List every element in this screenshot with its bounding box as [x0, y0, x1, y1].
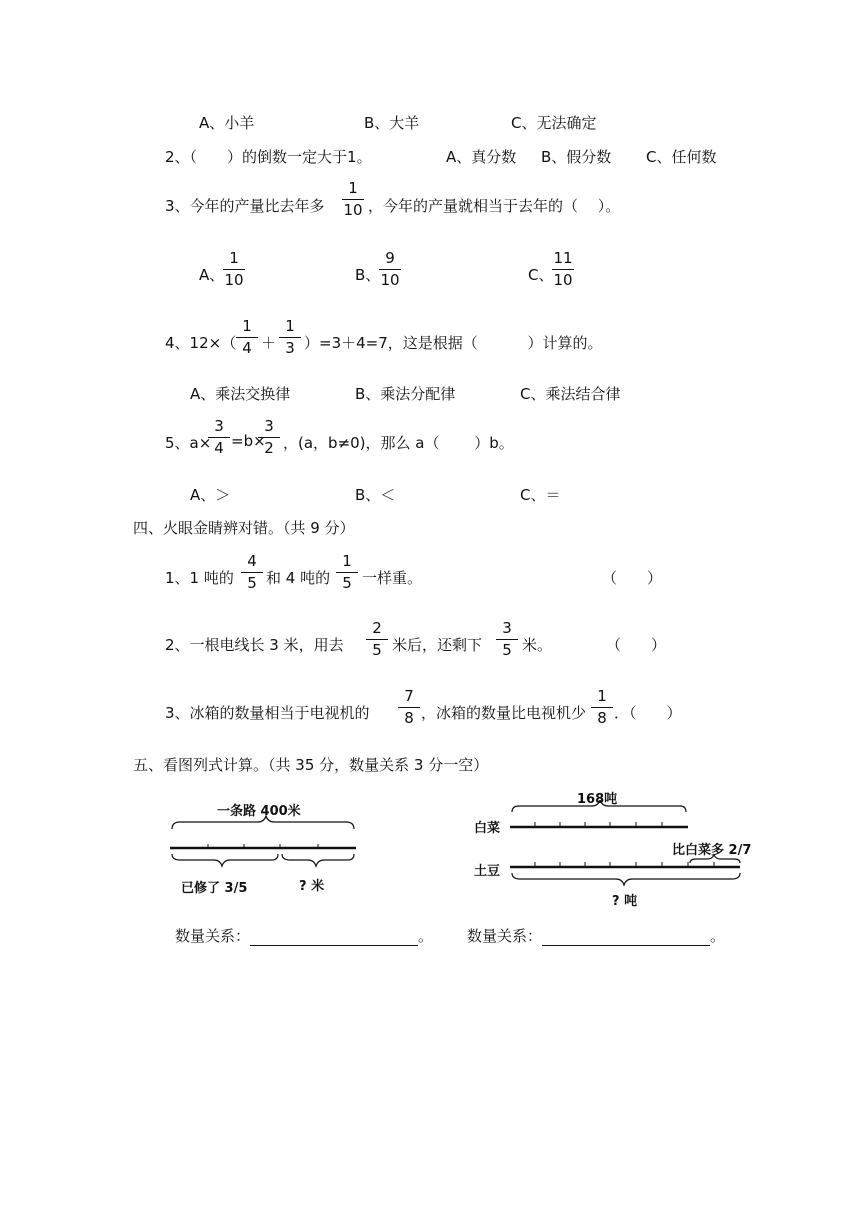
diagram2-bottom-label: ? 吨 [612, 894, 638, 909]
relation-1-end: 。 [418, 927, 434, 945]
s4-item3-pre: 3、冰箱的数量相当于电视机的 [165, 704, 370, 722]
q1-option-a: A、小羊 [199, 114, 255, 132]
relation-2-end: 。 [710, 927, 726, 945]
s4-item2-mid: 米后，还剩下 [392, 636, 483, 654]
s4-item2-post: 米。 [522, 636, 553, 654]
diagram1-figure [160, 815, 370, 870]
q5-pre: 5、a× [165, 434, 212, 452]
diagram1-bottom-right-label: ? 米 [299, 879, 325, 894]
s4-item3-fraction-1: 7 8 [397, 688, 421, 727]
q5-mid: =b× [231, 432, 266, 450]
s4-item3-post: ．（ ） [614, 704, 682, 722]
q3-pre: 3、今年的产量比去年多 [165, 197, 325, 215]
s4-item2-pre: 2、一根电线长 3 米，用去 [165, 636, 344, 654]
diagram2-row2-label: 土豆 [474, 864, 501, 879]
relation-1 [175, 925, 433, 946]
q4-option-b: B、乘法分配律 [355, 385, 456, 403]
q5-post: ，(a，b≠0)，那么 a（ ）b。 [283, 434, 514, 452]
s4-item1-mid: 和 4 吨的 [266, 569, 331, 587]
q4-option-a: A、乘法交换律 [190, 385, 291, 403]
diagram1-top-label: 一条路 400米 [217, 804, 301, 819]
q3-option-a-label: A、 [199, 266, 225, 284]
q3-option-b-label: B、 [355, 266, 381, 284]
q5-fraction-1: 3 4 [207, 418, 231, 457]
q4-fraction-1: 1 4 [235, 318, 259, 357]
s4-item1-fraction-2: 1 5 [335, 553, 359, 592]
q3-option-c-fraction: 11 10 [553, 249, 573, 289]
section4-title: 四、火眼金睛辨对错。（共 9 分） [133, 519, 355, 537]
q2-option-c: C、任何数 [646, 148, 717, 166]
s4-item3-fraction-2: 1 8 [590, 688, 614, 727]
q1-option-c: C、无法确定 [511, 114, 597, 132]
q4-fraction-2: 1 3 [278, 318, 302, 357]
diagram1-bottom-left-label: 已修了 3/5 [181, 881, 248, 896]
relation-2-label: 数量关系： [467, 927, 543, 945]
q3-fraction: 1 10 [343, 179, 363, 219]
q4-plus: ＋ [261, 334, 277, 352]
diagram2-figure [500, 800, 750, 895]
q5-option-b: B、＜ [355, 486, 396, 504]
q5-option-a: A、＞ [190, 486, 231, 504]
s4-item2-fraction-2: 3 5 [495, 620, 519, 659]
s4-item2-answer-paren[interactable]: （ ） [606, 636, 667, 654]
q4-pre: 4、12×（ [165, 334, 237, 352]
q3-option-c-label: C、 [528, 266, 554, 284]
section5-title: 五、看图列式计算。（共 35 分，数量关系 3 分一空） [133, 756, 489, 774]
s4-item3-mid: ，冰箱的数量比电视机少 [421, 704, 587, 722]
q4-post: ）=3＋4=7，这是根据（ ）计算的。 [304, 334, 603, 352]
relation-2 [467, 925, 725, 946]
q5-fraction-2: 3 2 [257, 418, 281, 457]
q2-option-a: A、真分数 [446, 148, 517, 166]
diagram2-row1-label: 白菜 [474, 821, 501, 836]
q4-option-c: C、乘法结合律 [520, 385, 621, 403]
diagram2-top-label: 168吨 [577, 792, 618, 807]
diagram2-note-label: 比白菜多 2/7 [672, 843, 752, 858]
q3-option-a-fraction: 1 10 [224, 249, 244, 289]
s4-item1-post: 一样重。 [362, 569, 423, 587]
q1-option-b: B、大羊 [364, 114, 420, 132]
relation-2-blank[interactable] [542, 931, 710, 946]
q2-option-b: B、假分数 [541, 148, 612, 166]
q3-post: ，今年的产量就相当于去年的（ ）。 [368, 197, 621, 215]
relation-1-blank[interactable] [250, 931, 418, 946]
q3-option-b-fraction: 9 10 [380, 249, 400, 289]
s4-item1-answer-paren[interactable]: （ ） [602, 569, 663, 587]
q2-text: 2、（ ）的倒数一定大于1。 [165, 148, 372, 166]
s4-item1-fraction-1: 4 5 [240, 553, 264, 592]
relation-1-label: 数量关系： [175, 927, 251, 945]
s4-item1-pre: 1、1 吨的 [165, 569, 234, 587]
s4-item2-fraction-1: 2 5 [365, 620, 389, 659]
q5-option-c: C、＝ [520, 486, 561, 504]
